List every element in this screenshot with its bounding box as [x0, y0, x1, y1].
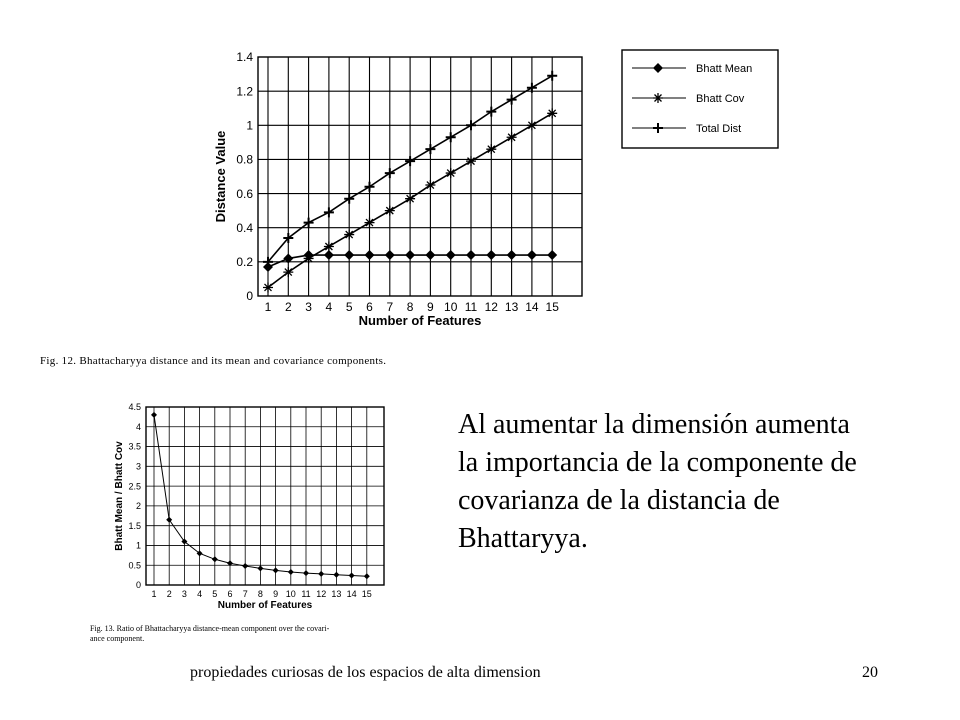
data-point-diamond: [466, 250, 476, 260]
data-point-diamond: [547, 250, 557, 260]
data-point-star: [486, 144, 496, 154]
data-point-star: [263, 282, 273, 292]
data-point-diamond: [257, 565, 263, 571]
x-tick-label: 14: [525, 300, 539, 314]
x-tick-label: 7: [386, 300, 394, 314]
data-point-star: [344, 230, 354, 240]
y-tick-label: 0.4: [236, 220, 253, 235]
y-axis-label: Distance Value: [213, 130, 228, 223]
data-point-diamond: [344, 250, 354, 260]
data-point-diamond: [324, 250, 334, 260]
x-tick-label: 2: [166, 589, 172, 599]
data-point-plus: [486, 107, 496, 117]
x-tick-label: 8: [257, 589, 263, 599]
data-point-plus: [466, 120, 476, 130]
data-point-plus: [507, 95, 517, 105]
body-line-4: Bhattaryya.: [458, 523, 588, 554]
data-point-diamond: [446, 250, 456, 260]
y-tick-label: 0: [246, 289, 253, 304]
data-point-plus: [405, 156, 415, 166]
data-point-diamond: [365, 250, 375, 260]
body-line-2: la importancia de la componente de: [458, 447, 857, 478]
data-point-diamond: [425, 250, 435, 260]
data-point-star: [446, 168, 456, 178]
x-tick-label: 10: [285, 589, 296, 599]
fig12-caption: Fig. 12. Bhattacharyya distance and its mean and covariance components.: [40, 355, 387, 367]
x-tick-label: 6: [366, 300, 373, 314]
y-tick-label: 1.2: [236, 84, 253, 99]
data-point-star: [405, 194, 415, 204]
legend-label: Bhatt Mean: [696, 63, 753, 75]
y-tick-label: 3: [135, 461, 141, 472]
x-tick-label: 8: [406, 300, 414, 314]
data-point-diamond: [349, 573, 355, 579]
data-point-diamond: [385, 250, 395, 260]
x-tick-label: 1: [264, 300, 272, 314]
x-tick-label: 4: [325, 300, 333, 314]
x-tick-label: 11: [301, 589, 311, 599]
legend-label: Bhatt Cov: [696, 93, 745, 105]
legend: [622, 50, 778, 148]
x-tick-label: 9: [427, 300, 434, 314]
x-tick-label: 5: [345, 300, 353, 314]
x-tick-label: 10: [444, 300, 458, 314]
data-point-plus: [446, 132, 456, 142]
data-point-diamond: [242, 563, 248, 569]
y-tick-label: 1: [135, 540, 141, 551]
data-point-star: [385, 206, 395, 216]
data-point-star: [466, 156, 476, 166]
x-tick-label: 3: [305, 300, 312, 314]
x-tick-label: 2: [284, 300, 292, 314]
data-point-diamond: [527, 250, 537, 260]
y-tick-label: 1: [246, 118, 253, 133]
data-point-diamond: [151, 412, 157, 418]
body-line-1: Al aumentar la dimensión aumenta: [458, 409, 850, 440]
fig13-caption: [90, 624, 430, 644]
y-tick-label: 0.2: [236, 255, 253, 270]
y-tick-label: 3.5: [128, 441, 141, 452]
data-point-diamond: [405, 250, 415, 260]
data-point-plus: [385, 168, 395, 178]
data-point-diamond: [212, 556, 218, 562]
chart-1: [114, 402, 384, 611]
y-tick-label: 4: [135, 421, 141, 432]
y-tick-label: 1.4: [236, 50, 253, 65]
x-tick-label: 4: [197, 589, 203, 599]
data-point-diamond: [166, 517, 172, 523]
data-point-diamond: [303, 570, 309, 576]
data-point-diamond: [486, 250, 496, 260]
fig13-caption-line2: ance component.: [90, 634, 145, 643]
x-axis-label: Number of Features: [217, 600, 313, 611]
x-tick-label: 11: [464, 300, 478, 314]
fig13-caption-line1: Fig. 13. Ratio of Bhattacharyya distance-mean component over the covari-: [90, 624, 330, 633]
data-point-star: [365, 218, 375, 228]
data-point-diamond: [364, 573, 370, 579]
y-tick-label: 4.5: [128, 402, 141, 413]
footer-title: propiedades curiosas de los espacios de alta dimension: [190, 664, 541, 681]
legend-marker-star: [653, 93, 663, 103]
data-point-star: [425, 180, 435, 190]
data-point-plus: [365, 182, 375, 192]
plot-frame: [146, 407, 384, 585]
data-point-star: [324, 241, 334, 251]
x-tick-label: 12: [484, 300, 498, 314]
y-tick-label: 2: [135, 501, 141, 512]
body-line-3: covarianza de la distancia de: [458, 485, 780, 516]
data-point-diamond: [507, 250, 517, 260]
x-axis-label: Number of Features: [358, 313, 482, 328]
x-tick-label: 12: [316, 589, 327, 599]
y-tick-label: 0.6: [236, 186, 253, 201]
page-number: 20: [862, 664, 878, 681]
y-tick-label: 0.8: [236, 152, 253, 167]
x-tick-label: 1: [151, 589, 157, 599]
chart-0: [213, 50, 778, 328]
x-tick-label: 6: [227, 589, 233, 599]
legend-label: Total Dist: [696, 123, 742, 135]
x-tick-label: 15: [361, 589, 372, 599]
y-tick-label: 1.5: [128, 520, 141, 531]
data-point-star: [507, 132, 517, 142]
y-axis-label: Bhatt Mean / Bhatt Cov: [114, 441, 125, 551]
data-point-diamond: [333, 572, 339, 578]
data-point-diamond: [318, 571, 324, 577]
x-tick-label: 15: [545, 300, 559, 314]
y-tick-label: 2.5: [128, 481, 141, 492]
slide-body-text: [458, 406, 928, 558]
y-tick-label: 0: [135, 580, 141, 591]
data-point-plus: [425, 144, 435, 154]
data-point-star: [547, 108, 557, 118]
x-tick-label: 13: [331, 589, 342, 599]
data-point-star: [283, 267, 293, 277]
data-point-diamond: [288, 569, 294, 575]
x-tick-label: 7: [242, 589, 248, 599]
data-point-plus: [344, 194, 354, 204]
x-tick-label: 13: [504, 300, 519, 314]
data-point-star: [304, 253, 314, 263]
data-point-diamond: [273, 567, 279, 573]
data-point-plus: [324, 207, 334, 217]
x-tick-label: 14: [346, 589, 357, 599]
x-tick-label: 3: [181, 589, 187, 599]
data-point-plus: [547, 71, 557, 81]
x-tick-label: 9: [273, 589, 279, 599]
x-tick-label: 5: [212, 589, 218, 599]
y-tick-label: 0.5: [128, 560, 141, 571]
data-point-star: [527, 120, 537, 130]
